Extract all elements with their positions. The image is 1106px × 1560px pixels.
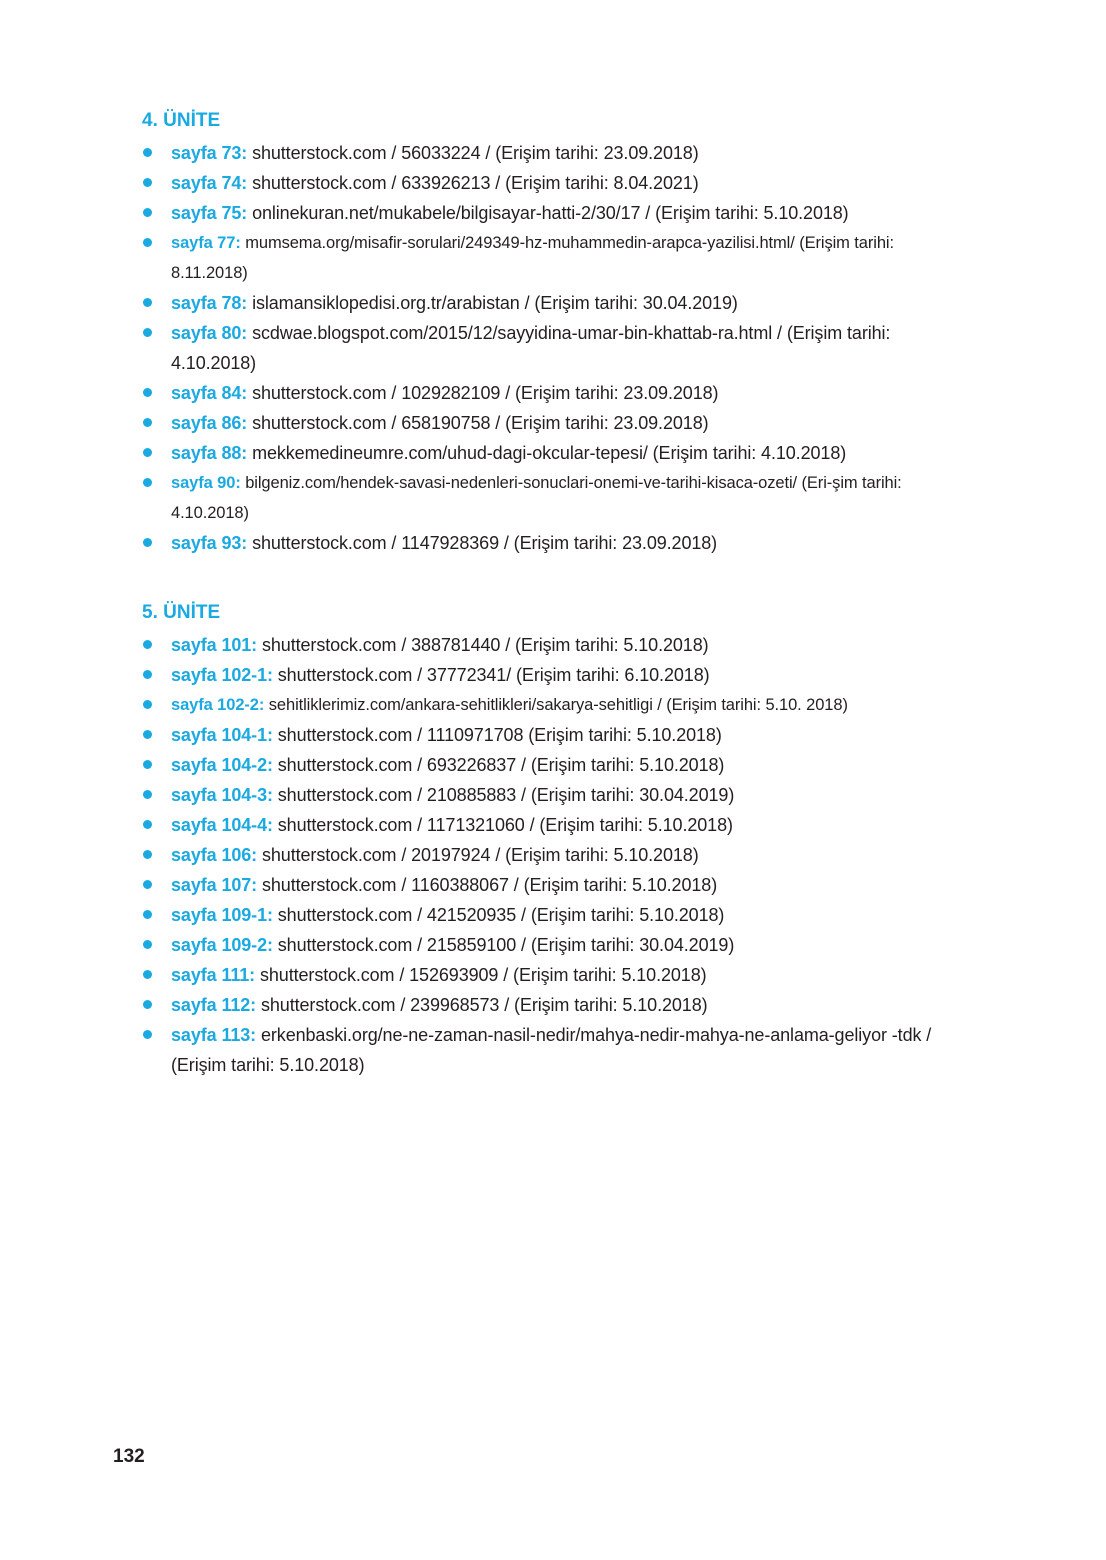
page-label: sayfa 93: <box>171 533 248 553</box>
list-item <box>142 528 972 558</box>
list-item <box>142 318 972 378</box>
unit-5-reference-list <box>142 630 972 1080</box>
list-item <box>142 378 972 408</box>
page-label: sayfa 101: <box>171 635 258 655</box>
bullet-icon <box>143 670 152 679</box>
page-label: sayfa 111: <box>171 965 256 985</box>
reference-text: shutterstock.com / 388781440 / (Erişim tarihi: 5.10.2018) <box>261 635 709 655</box>
list-item <box>142 750 972 780</box>
page-label: sayfa 102-1: <box>171 665 273 685</box>
bullet-icon <box>143 538 152 547</box>
page-label: sayfa 109-1: <box>171 905 273 925</box>
reference-text: shutterstock.com / 37772341/ (Erişim tarihi: 6.10.2018) <box>277 665 710 685</box>
list-item <box>142 930 972 960</box>
list-item <box>142 900 972 930</box>
bullet-icon <box>143 1030 152 1039</box>
page-label: sayfa 77: <box>171 234 241 252</box>
bullet-icon <box>143 700 152 709</box>
unit-4-section <box>142 108 972 558</box>
page-label: sayfa 88: <box>171 443 248 463</box>
bullet-icon <box>143 328 152 337</box>
page-label: sayfa 104-3: <box>171 785 273 805</box>
unit-4-title: 4. ÜNİTE <box>142 110 221 131</box>
list-item <box>142 198 972 228</box>
page-label: sayfa 104-4: <box>171 815 273 835</box>
list-item <box>142 780 972 810</box>
bullet-icon <box>143 880 152 889</box>
page-label: sayfa 80: <box>171 323 248 343</box>
bullet-icon <box>143 970 152 979</box>
bullet-icon <box>143 940 152 949</box>
list-item <box>142 960 972 990</box>
list-item <box>142 840 972 870</box>
reference-text: shutterstock.com / 56033224 / (Erişim tarihi: 23.09.2018) <box>252 143 699 163</box>
bullet-icon <box>143 388 152 397</box>
reference-text: shutterstock.com / 1160388067 / (Erişim tarihi: 5.10.2018) <box>261 875 718 895</box>
unit-4-reference-list <box>142 138 972 558</box>
reference-text: shutterstock.com / 1147928369 / (Erişim tarihi: 23.09.2018) <box>252 533 718 553</box>
reference-text: mekkemedineumre.com/uhud-dagi-okcular-tepesi/ (Erişim tarihi: 4.10.2018) <box>252 443 847 463</box>
bullet-icon <box>143 148 152 157</box>
page-label: sayfa 78: <box>171 293 248 313</box>
page-label: sayfa 73: <box>171 143 248 163</box>
reference-text: shutterstock.com / 658190758 / (Erişim tarihi: 23.09.2018) <box>252 413 709 433</box>
reference-text: shutterstock.com / 1110971708 (Erişim tarihi: 5.10.2018) <box>277 725 722 745</box>
page-label: sayfa 86: <box>171 413 248 433</box>
reference-text: mumsema.org/misafir-sorulari/249349-hz-muhammedin-arapca-yazilisi.html/ (Erişim tarihi: 8.11.2018) <box>171 234 894 282</box>
reference-text: onlinekuran.net/mukabele/bilgisayar-hatti-2/30/17 / (Erişim tarihi: 5.10.2018) <box>252 203 849 223</box>
list-item <box>142 168 972 198</box>
page-label: sayfa 106: <box>171 845 258 865</box>
unit-5-section <box>142 600 972 1080</box>
page-label: sayfa 113: <box>171 1025 257 1045</box>
page-label: sayfa 84: <box>171 383 248 403</box>
reference-text: shutterstock.com / 239968573 / (Erişim tarihi: 5.10.2018) <box>260 995 708 1015</box>
reference-text: shutterstock.com / 633926213 / (Erişim tarihi: 8.04.2021) <box>252 173 699 193</box>
bullet-icon <box>143 640 152 649</box>
bullet-icon <box>143 208 152 217</box>
reference-text: scdwae.blogspot.com/2015/12/sayyidina-umar-bin-khattab-ra.html / (Erişim tarihi: 4.10.2018) <box>171 323 891 373</box>
bullet-icon <box>143 1000 152 1009</box>
bullet-icon <box>143 298 152 307</box>
bullet-icon <box>143 910 152 919</box>
list-item <box>142 720 972 750</box>
list-item <box>142 990 972 1020</box>
list-item <box>142 690 972 720</box>
list-item <box>142 468 972 528</box>
list-item <box>142 810 972 840</box>
page-label: sayfa 104-1: <box>171 725 273 745</box>
bullet-icon <box>143 418 152 427</box>
reference-text: bilgeniz.com/hendek-savasi-nedenleri-sonuclari-onemi-ve-tarihi-kisaca-ozeti/ (Eri-şim tarihi: 4.10.2018) <box>171 474 902 522</box>
page-label: sayfa 75: <box>171 203 248 223</box>
list-item <box>142 630 972 660</box>
list-item <box>142 438 972 468</box>
reference-text: shutterstock.com / 152693909 / (Erişim tarihi: 5.10.2018) <box>260 965 707 985</box>
page-label: sayfa 107: <box>171 875 258 895</box>
page-number: 132 <box>113 1446 145 1467</box>
bullet-icon <box>143 790 152 799</box>
reference-text: sehitliklerimiz.com/ankara-sehitlikleri/sakarya-sehitligi / (Erişim tarihi: 5.10. 2018) <box>268 696 848 714</box>
bullet-icon <box>143 448 152 457</box>
reference-text: shutterstock.com / 693226837 / (Erişim tarihi: 5.10.2018) <box>277 755 725 775</box>
page-label: sayfa 90: <box>171 474 241 492</box>
page-label: sayfa 112: <box>171 995 257 1015</box>
reference-text: shutterstock.com / 20197924 / (Erişim tarihi: 5.10.2018) <box>261 845 699 865</box>
page-label: sayfa 104-2: <box>171 755 273 775</box>
list-item <box>142 870 972 900</box>
bullet-icon <box>143 730 152 739</box>
reference-text: islamansiklopedisi.org.tr/arabistan / (Erişim tarihi: 30.04.2019) <box>252 293 738 313</box>
bullet-icon <box>143 760 152 769</box>
reference-text: shutterstock.com / 1171321060 / (Erişim tarihi: 5.10.2018) <box>277 815 733 835</box>
list-item <box>142 288 972 318</box>
page-label: sayfa 102-2: <box>171 696 265 714</box>
list-item <box>142 138 972 168</box>
unit-5-title: 5. ÜNİTE <box>142 602 221 623</box>
reference-text: shutterstock.com / 210885883 / (Erişim tarihi: 30.04.2019) <box>277 785 735 805</box>
page-label: sayfa 109-2: <box>171 935 273 955</box>
page-label: sayfa 74: <box>171 173 248 193</box>
list-item <box>142 408 972 438</box>
list-item <box>142 1020 972 1080</box>
reference-text: shutterstock.com / 1029282109 / (Erişim tarihi: 23.09.2018) <box>252 383 719 403</box>
reference-text: erkenbaski.org/ne-ne-zaman-nasil-nedir/mahya-nedir-mahya-ne-anlama-geliyor -tdk / (Erişim tarihi: 5.10.2018) <box>171 1025 932 1075</box>
bullet-icon <box>143 178 152 187</box>
list-item <box>142 660 972 690</box>
list-item <box>142 228 972 288</box>
reference-text: shutterstock.com / 421520935 / (Erişim tarihi: 5.10.2018) <box>277 905 725 925</box>
bullet-icon <box>143 478 152 487</box>
reference-text: shutterstock.com / 215859100 / (Erişim tarihi: 30.04.2019) <box>277 935 735 955</box>
bullet-icon <box>143 238 152 247</box>
bullet-icon <box>143 820 152 829</box>
bullet-icon <box>143 850 152 859</box>
